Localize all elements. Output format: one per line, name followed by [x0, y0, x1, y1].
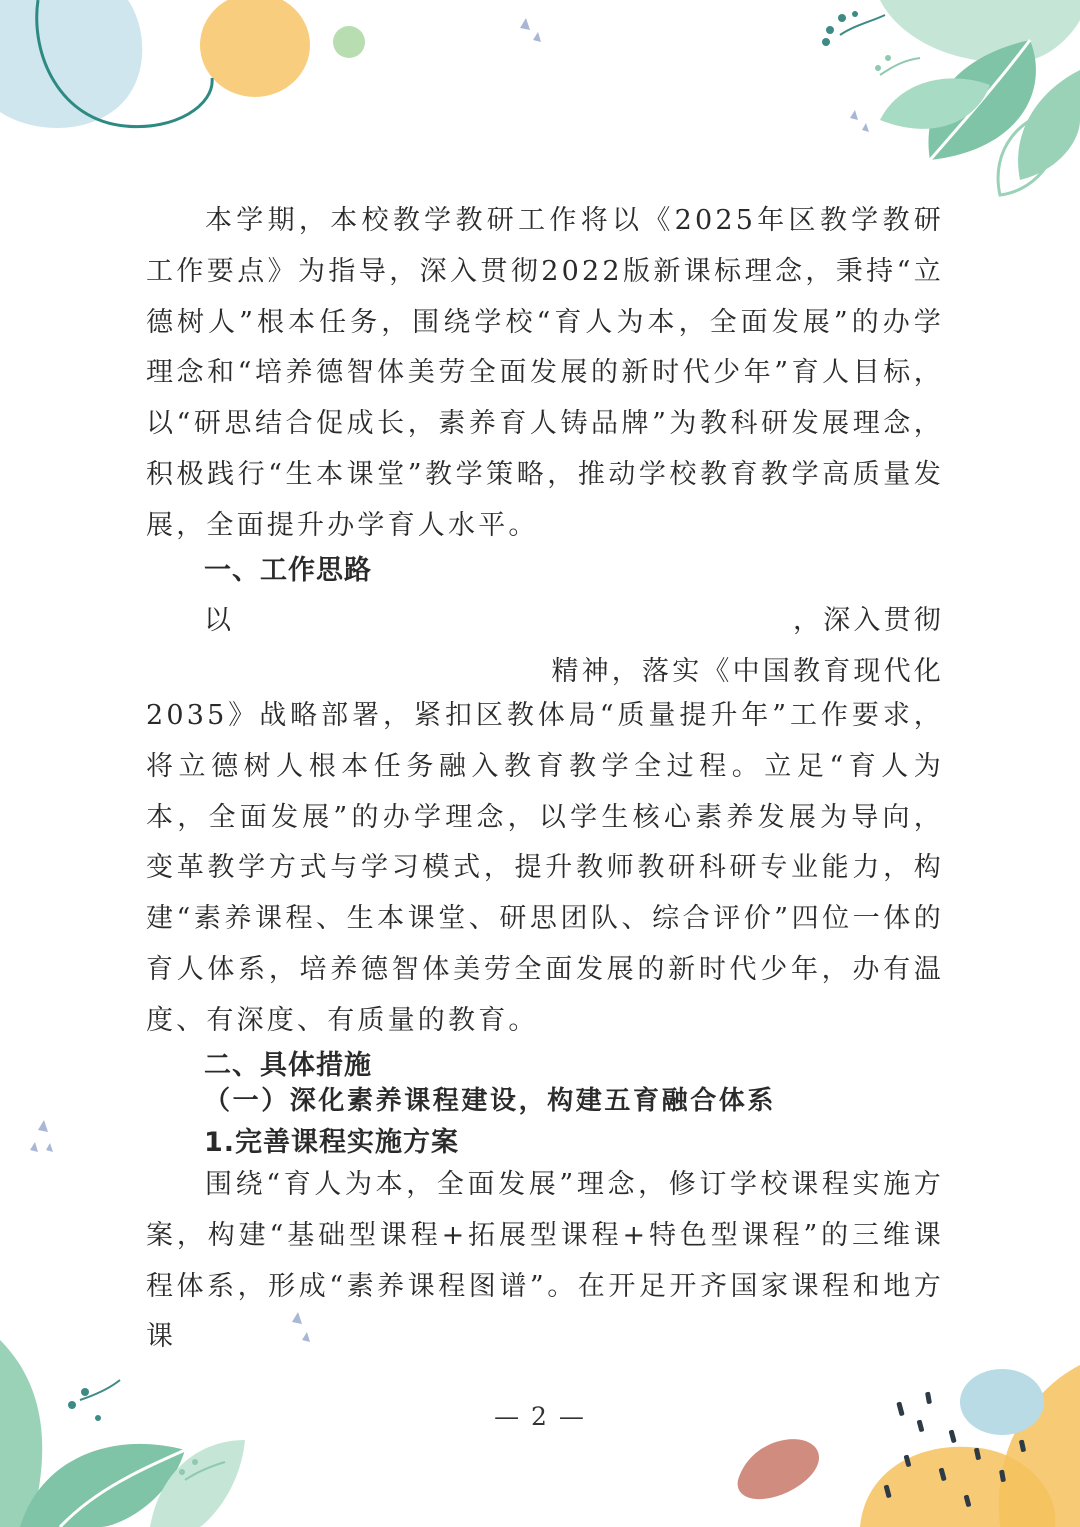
section-2-heading: 二、具体措施 — [204, 1050, 372, 1081]
top-left-decoration — [0, 0, 541, 128]
subsection-1-heading: （一）深化素养课程建设，构建五育融合体系 — [204, 1086, 777, 1116]
section-1-paragraph: 2035》战略部署，紧扣区教体局“质量提升年”工作要求，将立德树人根本任务融入教育教学全过程。立足“育人为本，全面发展”的办学理念，以学生核心素养发展为导向，变革教学方式与学习模式，提升教师教研科研专业能力，构建“素养课程、生本课堂、研思团队、综合评价”四位一体的育人体系，培养德智体美劳全面发展的新时代少年，办有温度、有深度、有质量的教育。 — [146, 700, 944, 1036]
intro-paragraph: 本学期，本校教学教研工作将以《2025年区教学教研工作要点》为指导，深入贯彻2022版新课标理念，秉持“立德树人”根本任务，围绕学校“育人为本，全面发展”的办学理念和“培养德智体美劳全面发展的新时代少年”育人目标，以“研思结合促成长，素养育人铸品牌”为教科研发展理念，积极践行“生本课堂”教学策略，推动学校教育教学高质量发展，全面提升办学育人水平。 — [146, 205, 944, 541]
bottom-left-leaves — [0, 1340, 245, 1527]
section-1-heading: 一、工作思路 — [204, 555, 372, 586]
section-1-line-start: 以 — [204, 605, 235, 636]
item-1-paragraph: 围绕“育人为本，全面发展”理念，修订学校课程实施方案，构建“基础型课程+拓展型课程+特色型课程”的三维课程体系，形成“素养课程图谱”。在开足开齐国家课程和地方课 — [146, 1169, 944, 1353]
bottom-right-decoration — [738, 1365, 1080, 1527]
top-right-leaves — [822, 0, 1080, 195]
item-1-heading: 1.完善课程实施方案 — [204, 1127, 460, 1158]
section-1-line2-end: 精神，落实《中国教育现代化 — [551, 656, 944, 687]
section-1-line-end: ，深入贯彻 — [793, 605, 944, 636]
page-number: — 2 — — [494, 1402, 586, 1431]
